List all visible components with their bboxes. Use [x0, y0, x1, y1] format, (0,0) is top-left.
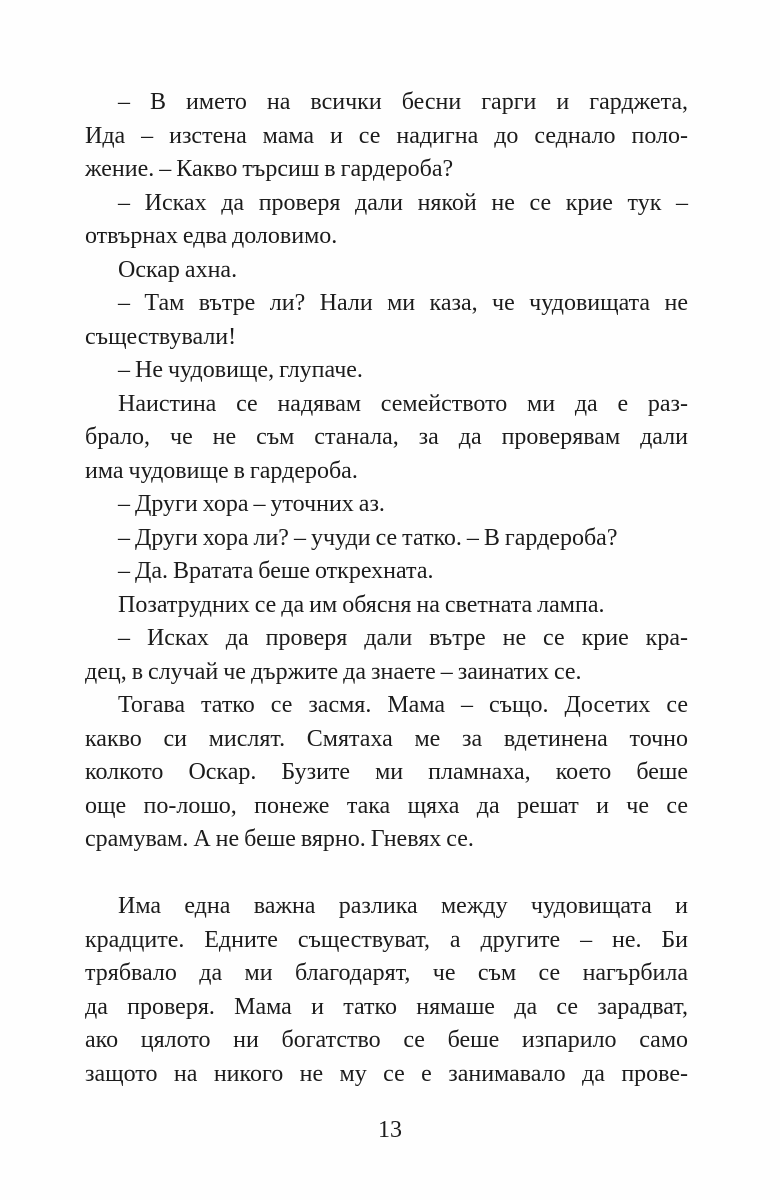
- paragraph: [85, 622, 688, 689]
- paragraph: [85, 555, 688, 589]
- text-line: – Други хора ли? – учуди се татко. – В гардероба?: [118, 524, 618, 551]
- section-break: [85, 857, 688, 891]
- paragraph: [85, 488, 688, 522]
- text-line: – Исках да проверя дали вътре не се крие кра-: [118, 625, 688, 651]
- text-line: съществували!: [85, 323, 237, 350]
- page-number: 13: [378, 1117, 402, 1143]
- paragraph: [85, 354, 688, 388]
- text-line: Наистина се надявам семейството ми да е раз-: [118, 390, 688, 417]
- paragraph: [85, 86, 688, 187]
- text-line: Тогава татко се засмя. Мама – също. Досетих се: [118, 692, 688, 718]
- text-line: защото на никого не му се е занимавало да прове-: [85, 1060, 688, 1087]
- text-line: дец, в случай че държите да знаете – заинатих се.: [85, 658, 582, 685]
- text-line: Има една важна разлика между чудовищата и: [118, 893, 688, 919]
- paragraph: [85, 187, 688, 254]
- text-line: какво си мислят. Смятаха ме за вдетинена точно: [85, 725, 688, 752]
- paragraph: [85, 689, 688, 857]
- text-line: ако цялото ни богатство се беше изпарило само: [85, 1027, 688, 1053]
- paragraph: [85, 287, 688, 354]
- paragraph: [85, 589, 688, 623]
- text-line: колкото Оскар. Бузите ми пламнаха, което беше: [85, 759, 688, 785]
- text-line: Позатрудних се да им обясня на светната лампа.: [118, 591, 605, 618]
- text-line: Оскар ахна.: [118, 256, 238, 283]
- text-line: срамувам. А не беше вярно. Гневях се.: [85, 826, 474, 852]
- page-text: [85, 86, 688, 1091]
- text-line: трябвало да ми благодарят, че съм се нагърбила: [85, 960, 688, 986]
- paragraph: [85, 890, 688, 1091]
- text-line: жение. – Какво търсиш в гардероба?: [85, 156, 454, 182]
- text-line: – В името на всички бесни гарги и гарджета,: [118, 89, 688, 115]
- text-line: крадците. Едните съществуват, а другите – не. Би: [85, 926, 688, 953]
- text-line: отвърнах едва доловимо.: [85, 223, 338, 249]
- text-line: брало, че не съм станала, за да проверявам дали: [85, 424, 688, 450]
- text-line: – Други хора – уточних аз.: [118, 491, 385, 517]
- text-line: има чудовище в гардероба.: [85, 457, 358, 484]
- text-line: да проверя. Мама и татко нямаше да се зарадват,: [85, 993, 688, 1020]
- text-line: – Исках да проверя дали някой не се крие тук –: [118, 189, 688, 216]
- paragraph: [85, 254, 688, 288]
- text-line: – Да. Вратата беше открехната.: [118, 558, 434, 584]
- paragraph: [85, 522, 688, 556]
- text-line: Ида – изстена мама и се надигна до седнало поло-: [85, 122, 688, 149]
- paragraph: [85, 388, 688, 489]
- text-line: – Не чудовище, глупаче.: [118, 357, 363, 383]
- text-line: още по-лошо, понеже така щяха да решат и че се: [85, 792, 688, 819]
- text-line: – Там вътре ли? Нали ми каза, че чудовищата не: [118, 290, 688, 316]
